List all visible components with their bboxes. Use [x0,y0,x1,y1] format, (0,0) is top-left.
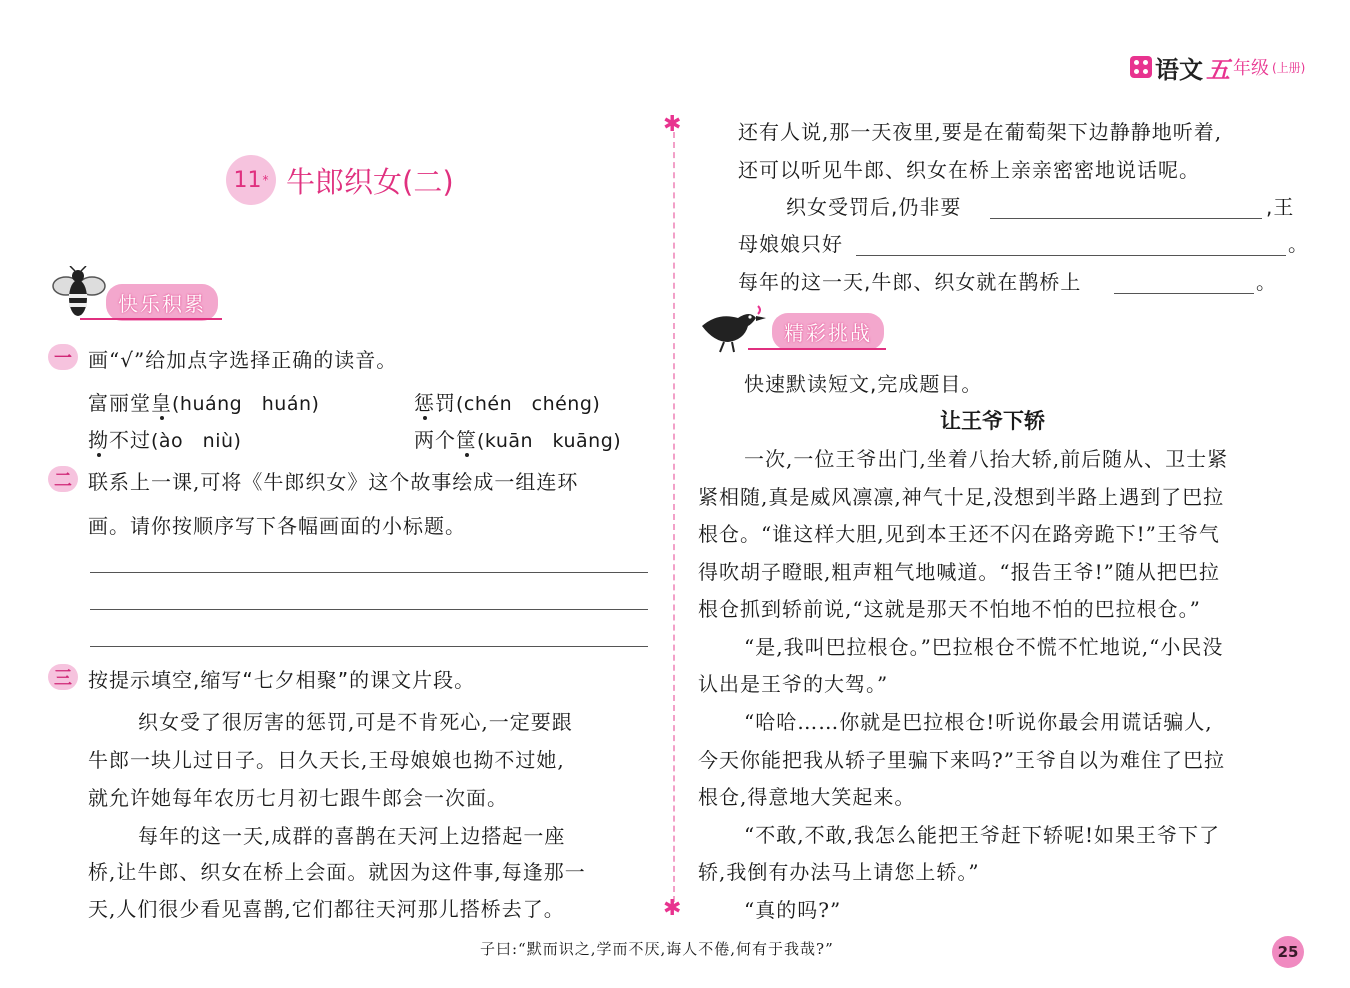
section-wonderful-challenge: 精彩挑战 [772,313,884,350]
story-line: 织女受了很厉害的惩罚,可是不肯死心,一定要跟 [138,710,573,734]
passage-line: 根仓。“谁这样大胆,见到本王还不闪在路旁跪下!”王爷气 [698,522,1220,546]
question-1-prompt: 画“√”给加点字选择正确的读音。 [88,348,398,372]
passage-line: “哈哈……你就是巴拉根仓!听说你最会用谎话骗人, [744,710,1213,734]
fill-blank-2[interactable] [856,255,1286,256]
footer-quote: 子曰:“默而识之,学而不厌,诲人不倦,何有于我哉?” [480,940,834,958]
fill-text-3a: 每年的这一天,牛郎、织女就在鹊桥上 [738,270,1082,294]
story-line: 每年的这一天,成群的喜鹊在天河上边搭起一座 [138,824,566,848]
story-line: 桥,让牛郎、织女在桥上会面。就因为这件事,每逢那一 [88,860,586,884]
fill-text-2b: 。 [1288,232,1309,256]
story-line: 还可以听见牛郎、织女在桥上亲亲密密地说话呢。 [738,158,1200,182]
lesson-mark: * [262,173,269,187]
subject-label: 语文 [1155,55,1203,84]
pinyin-item-4 [414,424,621,453]
question-1-number: 一 [48,344,78,370]
fill-blank-3[interactable] [1114,293,1254,294]
page-divider [673,132,675,902]
passage-line: 认出是王爷的大驾。” [698,672,889,696]
story-line: 就允许她每年农历七月初七跟牛郎会一次面。 [88,786,508,810]
bird-icon [698,304,768,354]
fill-text-3b: 。 [1256,270,1277,294]
pinyin-item-2 [414,387,600,416]
fill-text-1a: 织女受罚后,仍非要 [786,195,962,219]
dotted-char: 拗 [88,428,109,452]
lesson-number: 11 [233,167,262,193]
pinyin-choices[interactable]: (chén chéng) [456,393,601,415]
section-happy-accumulation: 快乐积累 [106,284,218,321]
pinyin-choices[interactable]: (huáng huán) [172,393,320,415]
header-brand [1130,52,1305,82]
dotted-char: 惩 [414,391,435,415]
story-line: 天,人们很少看见喜鹊,它们都往天河那儿搭桥去了。 [88,897,565,921]
volume-label: (上册) [1272,60,1306,75]
question-2-line-1: 联系上一课,可将《牛郎织女》这个故事绘成一组连环 [88,470,579,494]
page-number: 25 [1272,936,1304,968]
story-line: 还有人说,那一天夜里,要是在葡萄架下边静静地听着, [738,120,1223,144]
pinyin-item-1 [88,387,319,416]
section2-underline [748,348,886,350]
pinyin-choices[interactable]: (kuān kuāng) [477,430,622,452]
answer-line-1[interactable] [90,572,648,573]
question-3-prompt: 按提示填空,缩写“七夕相聚”的课文片段。 [88,668,476,692]
flower-icon: ✱ [663,112,682,137]
passage-line: 紧相随,真是威风凛凛,神气十足,没想到半路上遇到了巴拉 [698,485,1225,509]
passage-line: “是,我叫巴拉根仓。”巴拉根仓不慌不忙地说,“小民没 [744,635,1224,659]
passage-line: 今天你能把我从轿子里骗下来吗?”王爷自以为难住了巴拉 [698,748,1225,772]
story-line: 牛郎一块儿过日子。日久天长,王母娘娘也拗不过她, [88,748,565,772]
dotted-char: 皇 [151,391,172,415]
passage-line: “不敢,不敢,我怎么能把王爷赶下轿呢!如果王爷下了 [744,823,1220,847]
item-text: 富丽堂 [88,391,151,415]
fill-blank-1[interactable] [990,218,1262,219]
fill-text-1b: ,王 [1266,195,1295,219]
question-3-number: 三 [48,664,78,690]
bee-icon [48,266,108,324]
dotted-char: 筐 [456,428,477,452]
question-2-number: 二 [48,466,78,492]
answer-line-2[interactable] [90,609,648,610]
passage-line: 一次,一位王爷出门,坐着八抬大轿,前后随从、卫士紧 [744,447,1229,471]
section1-underline [80,318,222,320]
question-2-line-2: 画。请你按顺序写下各幅画面的小标题。 [88,514,466,538]
passage-line: 得吹胡子瞪眼,粗声粗气地喊道。“报告王爷!”随从把巴拉 [698,560,1220,584]
dice-icon [1130,56,1152,78]
grade-number: 五 [1206,55,1230,84]
passage-line: 轿,我倒有办法马上请您上轿。” [698,860,980,884]
passage-line: 根仓抓到轿前说,“这就是那天不怕地不怕的巴拉根仓。” [698,597,1201,621]
answer-line-3[interactable] [90,646,648,647]
pinyin-item-3 [88,424,241,453]
lesson-title: 牛郎织女(二) [286,165,454,199]
grade-label: 年级 [1233,58,1269,79]
item-text-post: 罚 [435,391,456,415]
fill-text-2a: 母娘娘只好 [738,232,843,256]
passage-line: “真的吗?” [744,898,842,922]
passage-line: 根仓,得意地大笑起来。 [698,785,916,809]
lesson-number-badge [226,155,276,205]
item-text: 两个 [414,428,456,452]
item-text-post: 不过 [109,428,151,452]
pinyin-choices[interactable]: (ào niù) [151,430,242,452]
passage-title: 让王爷下轿 [940,409,1045,433]
task-instruction: 快速默读短文,完成题目。 [744,372,983,396]
flower-icon: ✱ [663,896,682,921]
